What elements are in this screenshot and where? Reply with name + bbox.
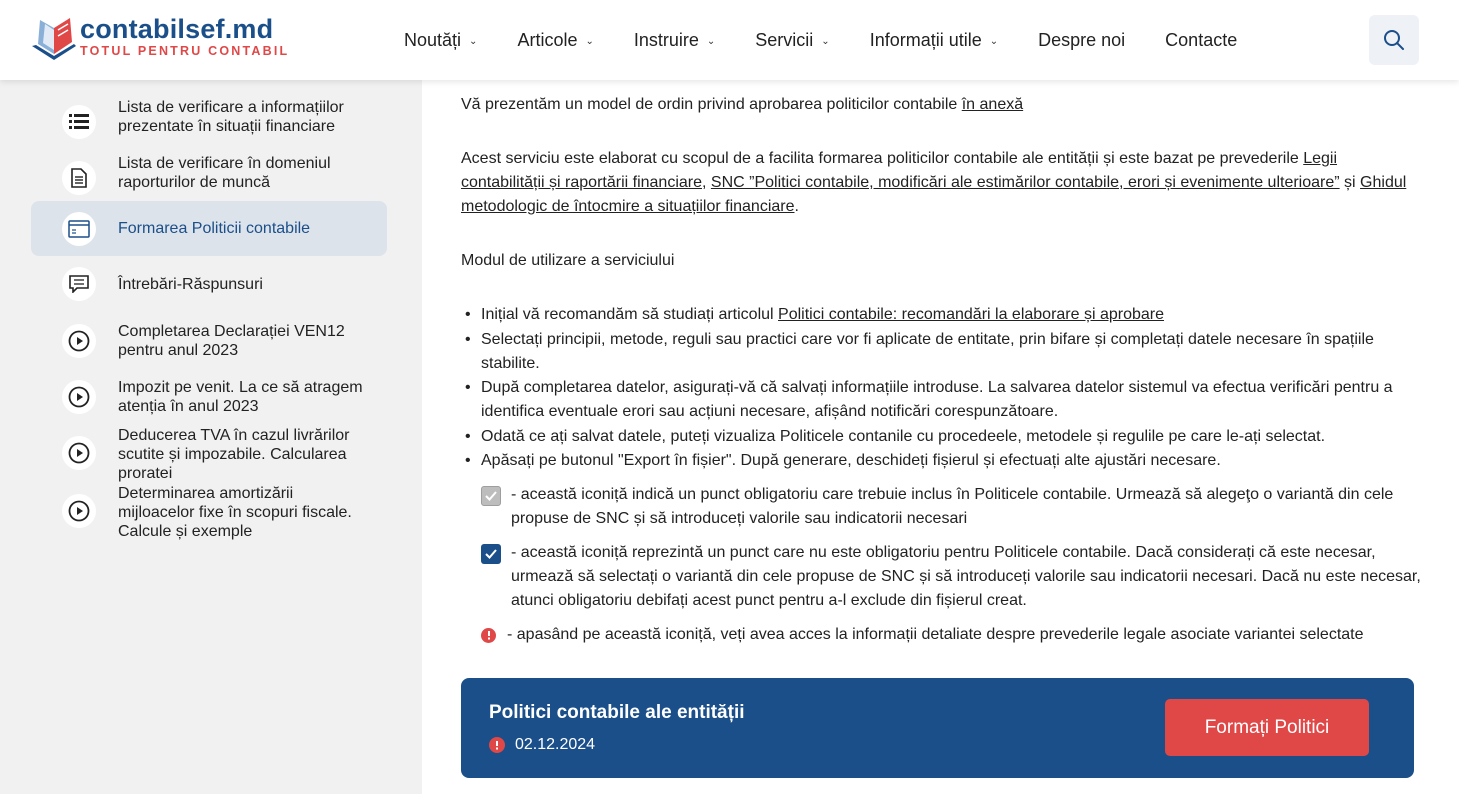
chevron-down-icon: ⌄ [706, 35, 716, 47]
legend-mandatory [481, 483, 1416, 533]
sidebar-item-ven12[interactable] [31, 320, 387, 362]
logo-books-icon [30, 16, 78, 62]
list-icon [62, 105, 96, 139]
nav-label: Servicii [755, 29, 814, 50]
site-logo[interactable] [30, 14, 290, 64]
list-item [481, 303, 1416, 327]
politici-panel [461, 678, 1414, 778]
link-legea-contabilitatii[interactable]: Legii contabilității și raportării financiare [461, 150, 1338, 191]
panel-date: 02.12.2024 [515, 736, 596, 753]
nav-label: Noutăți [404, 29, 462, 50]
desc-text: , [702, 174, 711, 191]
description-paragraph [461, 147, 1416, 219]
chevron-down-icon: ⌄ [585, 35, 594, 47]
list-item: • Selectați principii, metode, reguli sau practici care vor fi aplicate de entitate, prin bifare și completați datele necesare în spațiile stabilite. [481, 328, 1416, 376]
sidebar-item-lista-situatii[interactable] [31, 96, 387, 148]
sidebar-item-label: Întrebări-Răspunsuri [118, 276, 263, 293]
legend-text: - apasând pe această iconiță, veți avea acces la informații detaliate despre prevederile legale asociate variantei selectate [507, 626, 1364, 643]
desc-text: Acest serviciu este elaborat cu scopul de a facilita formarea politicilor contabile ale entității și este bazat pe prevederile [461, 150, 1304, 167]
sidebar-item-label: Deducerea TVA în cazul livrărilor scutite și impozabile. Calcularea proratei [118, 427, 350, 482]
document-icon [62, 161, 96, 195]
sidebar-item-label: Completarea Declarației VEN12 pentru anul 2023 [118, 323, 345, 359]
sidebar-item-tva[interactable] [31, 428, 387, 484]
sidebar-item-label: Lista de verificare în domeniul raporturilor de muncă [118, 155, 331, 191]
nav-label: Informații utile [869, 29, 982, 50]
list-item: • Apăsați pe butonul "Export în fișier". După generare, deschideți fișierul și efectuați alte ajustări necesare. [481, 449, 1416, 473]
chevron-down-icon: ⌄ [821, 35, 830, 47]
link-ghidul-metodologic[interactable]: Ghidul metodologic de întocmire a situațiilor financiare [461, 174, 1407, 215]
nav-item-informatii-utile[interactable] [870, 30, 998, 51]
chat-icon [62, 267, 96, 301]
chevron-down-icon: ⌄ [989, 35, 999, 47]
checkbox-checked-icon [481, 544, 501, 564]
play-icon [62, 436, 96, 470]
usage-heading: Modul de utilizare a serviciului [461, 252, 675, 269]
chevron-down-icon: ⌄ [469, 35, 478, 47]
nav-item-articole[interactable] [517, 30, 593, 51]
nav-label: Contacte [1165, 29, 1238, 50]
sidebar-item-lista-munca[interactable] [31, 152, 387, 204]
desc-text: . [794, 198, 799, 215]
nav-item-instruire[interactable] [634, 30, 715, 51]
checkbox-disabled-icon [481, 486, 501, 506]
legend-optional [481, 541, 1421, 615]
intro-paragraph [461, 93, 1416, 117]
play-icon [62, 380, 96, 414]
list-item: • Odată ce ați salvat datele, puteți vizualiza Politicele contanile cu procedeele, metodele și regulile pe care le-ați selectat. [481, 425, 1416, 449]
info-icon [481, 628, 496, 643]
desc-text: și [1339, 174, 1361, 191]
info-icon[interactable] [489, 737, 505, 753]
list-item: • După completarea datelor, asigurați-vă că salvați informațiile introduse. La salvarea datelor sistemul va efectua verificări pentru a identifica eventuale erori sau acțiuni necesare, afișând notificări corespunzătoare. [481, 376, 1416, 424]
logo-title: contabilsef.md [80, 14, 274, 44]
bullet-text: Inițial vă recomandăm să studiați articolul [481, 306, 779, 323]
nav-label: Instruire [633, 29, 699, 50]
nav-item-contacte[interactable] [1165, 30, 1237, 51]
nav-item-despre-noi[interactable] [1038, 30, 1125, 51]
logo-text [80, 14, 289, 58]
sidebar-item-label: Formarea Politicii contabile [118, 220, 311, 237]
nav-label: Articole [517, 29, 578, 50]
site-header [0, 0, 1459, 80]
nav-item-servicii[interactable] [755, 30, 829, 51]
formati-politici-button[interactable]: Formați Politici [1165, 699, 1369, 756]
intro-text: Vă prezentăm un model de ordin privind aprobarea politicilor contabile [461, 96, 962, 113]
play-icon [62, 494, 96, 528]
nav-item-noutati[interactable] [404, 30, 477, 51]
intro-link[interactable]: în anexă [961, 96, 1024, 113]
panel-title: Politici contabile ale entității [489, 702, 745, 723]
window-icon [62, 212, 96, 246]
search-icon [1383, 29, 1405, 51]
legend-text: - această iconiță indică un punct obligatoriu care trebuie inclus în Politicele contabile. Urmează să alegeţo o variantă din cele propuse de SNC și să introduceți valorile sau indicatorii necesari [511, 486, 1394, 527]
legend-info [481, 623, 1416, 649]
legend-text: - această iconiță reprezintă un punct care nu este obligatoriu pentru Politicele contabile. Dacă considerați că este necesar, urmează să selectați o variantă din cele propuse de SNC și să introduceți valorile sau indicatorii necesari. Dacă nu este necesar, atunci obligatoriu debifați acest punct pentru a-l exclude din fișierul creat. [511, 544, 1421, 609]
logo-tagline: TOTUL PENTRU CONTABIL [80, 44, 290, 58]
sidebar-item-label: Impozit pe venit. La ce să atragem atenția în anul 2023 [118, 379, 363, 415]
link-snc-politici[interactable]: SNC ”Politici contabile, modificări ale estimărilor contabile, erori și evenimente ulterioare” [710, 174, 1340, 191]
main-nav [404, 0, 1277, 80]
search-button[interactable] [1369, 15, 1419, 65]
sidebar-item-amortizare[interactable] [31, 486, 387, 542]
sidebar [0, 80, 422, 794]
sidebar-item-impozit[interactable] [31, 376, 387, 418]
link-politici-recomandari[interactable]: Politici contabile: recomandări la elaborare și aprobare [778, 306, 1165, 323]
sidebar-item-formarea-politicii[interactable] [31, 201, 387, 256]
play-icon [62, 324, 96, 358]
nav-label: Despre noi [1038, 29, 1126, 50]
sidebar-item-label: Determinarea amortizării mijloacelor fixe în scopuri fiscale. Calcule și exemple [118, 485, 352, 540]
sidebar-item-intrebari[interactable] [31, 266, 387, 302]
sidebar-item-label: Lista de verificare a informațiilor prezentate în situații financiare [118, 99, 344, 135]
